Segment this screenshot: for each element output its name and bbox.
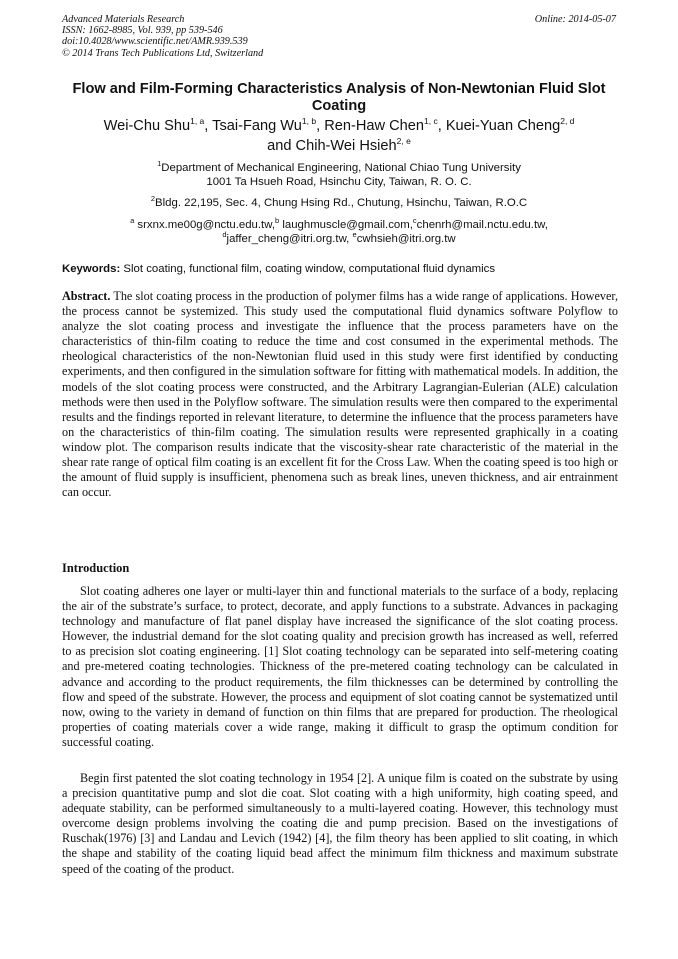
author-name: Chih-Wei Hsieh (295, 138, 397, 154)
journal-header (62, 14, 263, 59)
email-address[interactable]: chenrh@mail.nctu.edu.tw, (416, 219, 548, 231)
email-superscript: e (352, 230, 357, 239)
author-separator: , (316, 118, 325, 134)
email-address[interactable]: jaffer_cheng@itri.org.tw, (226, 233, 350, 245)
online-date: Online: 2014-05-07 (534, 14, 616, 25)
abstract-text: The slot coating process in the production of polymer films has a wide range of applications. However, the process cannot be systemized. This study used the computational fluid dynamics software Polyflow to analyze the slot coating process and investigate the influence that the process parameters have on the characteristics of thin-film coating to reduce the time and cost consumed in the experimental methods. The rheological characteristics of the non-Newtonian fluid used in this study were first identified by conducting experiments, and then configured in the simulation software for fitting with mathematical models. In addition, the models of the slot coating process were constructed, and the Arbitrary Lagrangian-Eulerian (ALE) calculation methods were then used in the Polyflow software. The simulation results were then compared to the experimental results and the findings reported in relevant literature, to determine the influence that the process parameters have on the characteristics of thin-film coating. The simulation results were represented graphically in a coating window plot. The comparison results indicate that the viscosity-shear rate characteristic of the material in the shear rate range of optical film coating is an excellent fit for the Cross Law. When the coating speed is too high or the amount of fluid supply is insufficient, phenomena such as break lines, uneven thickness, and air entrainment can occur. (62, 289, 618, 500)
journal-copyright: © 2014 Trans Tech Publications Ltd, Switzerland (62, 47, 264, 59)
email-address[interactable]: cwhsieh@itri.org.tw (356, 233, 456, 245)
affiliation-line: 1001 Ta Hsueh Road, Hsinchu City, Taiwan, R. O. C. (206, 176, 472, 188)
email-list (50, 218, 628, 246)
author-name: Ren-Haw Chen (324, 118, 424, 134)
keywords-label: Keywords: (62, 263, 121, 275)
abstract-label: Abstract. (62, 289, 111, 303)
affiliation-line: Bldg. 22,195, Sec. 4, Chung Hsing Rd., Chutung, Hsinchu, Taiwan, R.O.C (155, 197, 528, 209)
author-name: Wei-Chu Shu (103, 118, 191, 134)
affiliation-line: Department of Mechanical Engineering, National Chiao Tung University (161, 162, 521, 174)
author-superscript: 2, d (560, 116, 575, 126)
keywords-text: Slot coating, functional film, coating window, computational fluid dynamics (123, 263, 496, 275)
journal-doi[interactable]: doi:10.4028/www.scientific.net/AMR.939.539 (62, 36, 248, 48)
author-separator: and (267, 138, 296, 154)
abstract-paragraph (62, 289, 618, 500)
email-superscript: a (130, 216, 135, 225)
author-superscript: 1, c (424, 116, 438, 126)
author-superscript: 2, e (396, 136, 411, 146)
email-address[interactable]: srxnx.me00g@nctu.edu.tw, (137, 219, 275, 231)
email-superscript: c (412, 216, 417, 225)
body-paragraph: Begin first patented the slot coating technology in 1954 [2]. A unique film is coated on the substrate by using a precision quantitative pump and slot die coat. Slot coating with a high uniformity, high coating speed, and adequate stability, can be performed simultaneously to a multi-layered coating. However, this technology must overcome design problems involving the coating die and pump precision. Based on the investigations of Ruschak(1976) [3] and Landau and Levich (1942) [4], the film theory has been applied to slit coating, in which the shape and stability of the coating liquid bead affect the minimum film thickness and maximum substrate speed of the coating of the product. (62, 771, 618, 876)
journal-name: Advanced Materials Research (62, 14, 185, 25)
author-separator: , (437, 118, 446, 134)
affiliation-2 (50, 196, 628, 210)
author-list (50, 116, 628, 156)
section-heading: Introduction (62, 561, 130, 575)
email-superscript: b (274, 216, 280, 225)
author-superscript: 1, a (190, 116, 205, 126)
affiliation-superscript: 2 (150, 194, 156, 203)
affiliation-1 (50, 161, 628, 189)
author-name: Tsai-Fang Wu (212, 118, 302, 134)
email-address[interactable]: laughmuscle@gmail.com, (282, 219, 413, 231)
email-superscript: d (222, 230, 227, 239)
keywords-line (62, 262, 618, 276)
author-separator: , (204, 118, 213, 134)
journal-issn: ISSN: 1662-8985, Vol. 939, pp 539-546 (62, 25, 223, 37)
author-name: Kuei-Yuan Cheng (445, 118, 561, 134)
affiliation-superscript: 1 (157, 159, 162, 168)
body-paragraph: Slot coating adheres one layer or multi-layer thin and functional materials to the surface of a body, replacing the air of the substrate’s surface, to protect, decorate, and apply functions to a substrate. Advances in packaging technology and manufacture of flat panel display have increased the significance of the slot coating process. However, the industrial demand for the slot coating quality and precision growth has increased as well, referred to as precision slot coating engineering. [1] Slot coating technology can be separated into self-metering coating and pre-metered coating technologies. Thickness of the pre-metered coating technology can be calculated in advance and according to the product requirements, the film thicknesses can be determined by controlling the flow and speed of the substrate. However, the process and equipment of slot coating cannot be systematized until now, owing to the variety in demand of function on thin films that are prepared for production. The rheological properties of coating materials cover a wide range, making it difficult to grasp the optimum condition for successful coating. (62, 584, 618, 749)
author-superscript: 1, b (301, 116, 317, 126)
paper-title: Flow and Film-Forming Characteristics Analysis of Non-Newtonian Fluid Slot Coating (72, 81, 606, 114)
